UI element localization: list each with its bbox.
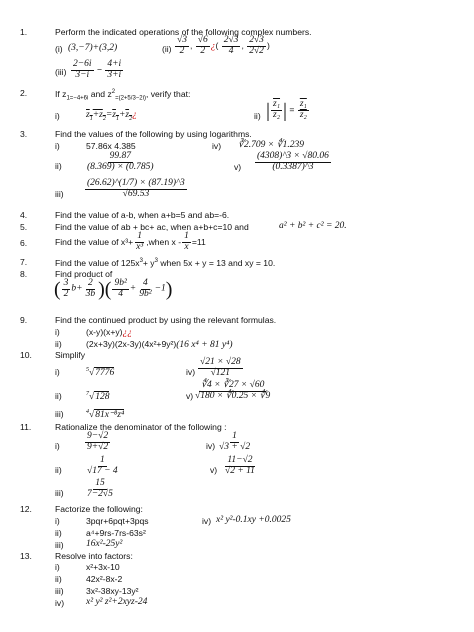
q3-iii-expr: $\frac{(26.62)\^{}(1/7) \times (87.19)\^{}3}{√69.53}$: [87, 178, 185, 199]
q12-i-expr: 3pqr+6pqt+3pqs: [86, 516, 149, 526]
q11-v-label: v): [210, 465, 218, 475]
q10-v-label: v): [186, 391, 194, 401]
q11-iii-label: iii): [55, 488, 64, 498]
q10-iv-label: iv): [186, 367, 196, 377]
q3-i-label: i): [55, 141, 60, 151]
q3-v-expr: $\frac{(4308)\^{}3 \times √80.06}{(0.3387)\^{}3}$: [257, 151, 329, 172]
q8-text: Find product of: [55, 269, 113, 279]
q3-v-label: v): [234, 162, 242, 172]
q11-ii-label: ii): [55, 465, 62, 475]
q13-iv-expr: x² y² z²+2xyz-24: [86, 597, 148, 607]
q1-i-label: (i): [55, 44, 63, 54]
q11-number: 11.: [20, 422, 32, 432]
q10-number: 10.: [20, 350, 32, 360]
q13-i-label: i): [55, 562, 60, 572]
q11-iv-label: iv): [206, 441, 216, 451]
q11-text: Rationalize the denominator of the following :: [55, 422, 227, 432]
q7-text: Find the value of $125x^3+ y^3$ when 5x + y = 13 and xy = 10.: [55, 257, 276, 268]
q13-i-expr: x²+3x-10: [86, 562, 120, 572]
q12-iv-label: iv): [202, 516, 212, 526]
q13-ii-label: ii): [55, 574, 62, 584]
q10-text: Simplify: [55, 350, 86, 360]
q9-ii-label: ii): [55, 339, 62, 349]
q11-v-expr: $\frac{11-√2}{√2 + 11}$: [225, 455, 255, 476]
q12-iv-expr: x² y²-0.1xy +0.0025: [216, 515, 291, 525]
q12-iii-label: iii): [55, 540, 64, 550]
q8-number: 8.: [20, 269, 28, 279]
q1-iii-label: (iii): [55, 67, 67, 77]
q1-ii-label: (ii): [162, 44, 172, 54]
q12-text: Factorize the following:: [55, 504, 143, 514]
q2-i-expr: $z_1+z_2=z_1+z_2¿$: [86, 110, 137, 122]
q10-v-expr: $\frac{∜4 \times ∛27 \times √60}{√180 \times ∜0.25 \times ∜9}$: [195, 380, 271, 401]
q6-number: 6.: [20, 238, 28, 248]
q6-text: Find the value of x³+ $\frac{1}{\text{x³}}$ ,when x - $\frac{1}{x}$ =11: [55, 231, 206, 252]
q1-number: 1.: [20, 27, 28, 37]
q7-number: 7.: [20, 257, 28, 267]
q2-ii-label: ii): [254, 111, 261, 121]
q2-i-label: i): [55, 111, 60, 121]
q5-number: 5.: [20, 222, 28, 232]
q12-number: 12.: [20, 504, 32, 514]
q2-number: 2.: [20, 88, 28, 98]
q10-iv-expr: $\frac{√21 \times √28}{√121}$: [200, 357, 241, 378]
q12-i-label: i): [55, 516, 60, 526]
q3-iv-expr: ∛2.709 × ∜1.239: [238, 140, 305, 150]
q8-expr: ( $\frac{3}{2}$ b+ $\frac{2}{3b}$ )( $\frac{\text{9b²}}{4}$ + $\frac{4}{\text{9b²}}$ −1): [54, 278, 173, 301]
q11-i-expr: $\frac{9-√2}{9+√2}$: [87, 431, 109, 452]
q10-i-label: i): [55, 367, 60, 377]
q10-ii-label: ii): [55, 391, 62, 401]
q3-iii-label: iii): [55, 189, 64, 199]
q2-text: If $z_{1=-4+6i}$ and $z^2_{=(2+5/3-2i)}$, verify that:: [55, 88, 191, 102]
q10-iii-label: iii): [55, 409, 64, 419]
q3-ii-label: ii): [55, 161, 62, 171]
q10-i-expr: $^5$√7776: [86, 367, 115, 379]
q10-ii-expr: $^7$√128: [86, 391, 110, 403]
q11-i-label: i): [55, 441, 60, 451]
q5-text: Find the value of ab + bc+ ac, when a+b+c=10 and: [55, 222, 249, 232]
q1-iii-expr: $\frac{2-6i}{3-i}$ − $\frac{4+i}{3+i}$: [73, 59, 122, 80]
q9-number: 9.: [20, 315, 28, 325]
q11-iv-expr: $\frac{1}{√3 + √2}$: [219, 431, 251, 452]
q9-text: Find the continued product by using the relevant formulas.: [55, 315, 277, 325]
q11-iii-expr: $\frac{15}{7-2√5}$: [87, 478, 113, 499]
q5-expr: a² + b² + c² = 20.: [279, 221, 347, 231]
q3-i-expr: 57.86x 4.385: [86, 141, 136, 151]
q3-iv-label: iv): [212, 141, 222, 151]
q13-number: 13.: [20, 551, 32, 561]
q13-iii-expr: 3x²-38xy-13y²: [86, 586, 139, 596]
q11-ii-expr: $\frac{1}{√17 - 4}$: [87, 455, 118, 476]
q13-iii-label: iii): [55, 586, 64, 596]
q9-ii-expr: (2x+3y)(2x-3y)(4x²+9y²)(16 x⁴ + 81 y⁴): [86, 339, 233, 350]
q3-number: 3.: [20, 129, 28, 139]
q9-i-expr: (x-y)(x+y)¿¿: [86, 327, 133, 338]
q1-text: Perform the indicated operations of the following complex numbers.: [55, 27, 312, 37]
q1-i-expr: (3,−7)+(3,2): [68, 43, 118, 53]
q12-iii-expr: 16x²-25y²: [86, 539, 123, 549]
q10-iii-expr: $^4$√81x⁻⁸z⁴: [86, 409, 125, 421]
q1-ii-expr: $\frac{√3}{2}$ , $\frac{√6}{2}$ ¿( $\frac{2√3}{4}$ , $\frac{2√3}{2√2}$ ): [177, 35, 270, 56]
q9-i-label: i): [55, 327, 60, 337]
q4-number: 4.: [20, 210, 28, 220]
q13-ii-expr: 42x²-8x-2: [86, 574, 123, 584]
q3-text: Find the values of the following by using logarithms.: [55, 129, 252, 139]
q12-ii-expr: a⁴+9rs-7rs-63s²: [86, 528, 146, 538]
q2-ii-expr: | $\frac{\text{z₁}}{\text{z₂}}$ | = $\frac{\text{z₁}}{\text{z₂}}$: [266, 99, 307, 122]
q13-iv-label: iv): [55, 598, 65, 608]
q4-text: Find the value of a-b, when a+b=5 and ab=-6.: [55, 210, 230, 220]
q13-text: Resolve into factors:: [55, 551, 133, 561]
q3-ii-expr: $\frac{99.87}{(8.369) \times (0.785)}$: [87, 151, 154, 172]
q12-ii-label: ii): [55, 528, 62, 538]
